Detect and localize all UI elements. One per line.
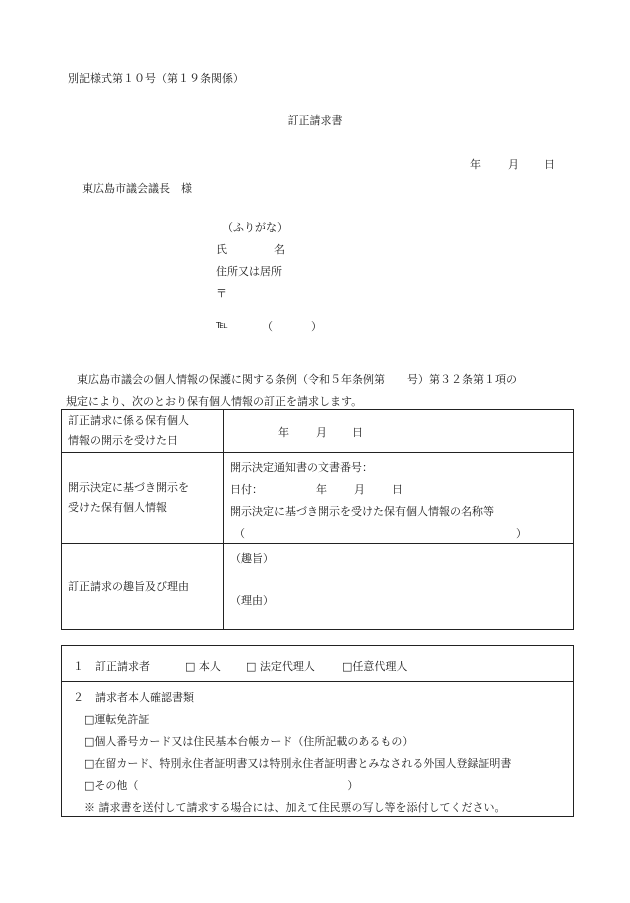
addressee: 東広島市議会議長 様 — [82, 182, 192, 195]
tel-paren-close: ） — [311, 320, 322, 333]
intro-line-2: 規定により、次のとおり保有個人情報の訂正を請求します。 — [66, 395, 363, 408]
form-number: 別記様式第１０号（第１９条関係） — [68, 72, 244, 85]
id-doc-note: ※ 請求書を送付して請求する場合には、加えて住民票の写し等を添付してください。 — [84, 801, 506, 814]
disclosure-date-label: 訂正請求に係る保有個人 情報の開示を受けた日 — [62, 410, 224, 453]
furigana-label: （ふりがな） — [222, 221, 288, 234]
requester-section — [61, 645, 574, 817]
intro-line-1: 東広島市議会の個人情報の保護に関する条例（令和５年条例第 号）第３２条第１項の — [77, 373, 517, 386]
tel-paren-open: （ — [262, 320, 273, 333]
table-row — [62, 410, 574, 453]
id-doc-residence-card[interactable]: □在留カード、特別永住者証明書又は特別永住者証明書とみなされる外国人登録証明書 — [84, 757, 512, 770]
reason-label: （理由） — [230, 594, 274, 607]
tel-label: ℡ — [216, 318, 228, 331]
postal-mark: 〒 — [216, 287, 227, 300]
table-row — [62, 544, 574, 630]
request-table — [61, 409, 574, 630]
date-year: 年 — [470, 158, 481, 171]
id-doc-drivers-license[interactable]: □運転免許証 — [84, 713, 150, 726]
section2-heading: ２ 請求者本人確認書類 — [73, 691, 194, 704]
disclosure-date-value[interactable]: 年 月 日 — [224, 410, 574, 453]
info-name-label: 開示決定に基づき開示を受けた保有個人情報の名称等 — [230, 505, 494, 518]
checkbox-self[interactable]: □ 本人 — [185, 660, 221, 673]
checkbox-voluntary-agent[interactable]: □任意代理人 — [342, 660, 408, 673]
id-doc-other[interactable]: □その他（ ） — [84, 779, 359, 792]
purpose-label: （趣旨） — [230, 552, 274, 565]
table-row — [62, 453, 574, 544]
section1-label: 訂正請求者 — [95, 660, 150, 673]
name-label-2: 名 — [274, 243, 285, 256]
id-doc-my-number-card[interactable]: □個人番号カード又は住民基本台帳カード（住所記載のあるもの） — [84, 735, 414, 748]
disclosed-info-value[interactable]: 開示決定通知書の文書番号： 日付： 年 月 日 開示決定に基づき開示を受けた保有個人情報の名称等 （ ） — [224, 453, 574, 544]
name-label-1: 氏 — [216, 243, 227, 256]
address-label: 住所又は居所 — [216, 265, 282, 278]
date-day: 日 — [544, 158, 555, 171]
notice-number-label: 開示決定通知書の文書番号： — [230, 461, 373, 474]
section-divider — [62, 681, 573, 682]
date-month: 月 — [508, 158, 519, 171]
intro-paragraph — [66, 369, 576, 413]
notice-date-label: 日付： — [230, 483, 263, 496]
disclosed-info-label: 開示決定に基づき開示を 受けた保有個人情報 — [62, 453, 224, 544]
purpose-reason-label: 訂正請求の趣旨及び理由 — [62, 544, 224, 630]
document-title: 訂正請求書 — [287, 114, 343, 127]
purpose-reason-value[interactable] — [224, 544, 574, 630]
section1-number: １ — [73, 660, 84, 673]
checkbox-legal-agent[interactable]: □ 法定代理人 — [246, 660, 315, 673]
